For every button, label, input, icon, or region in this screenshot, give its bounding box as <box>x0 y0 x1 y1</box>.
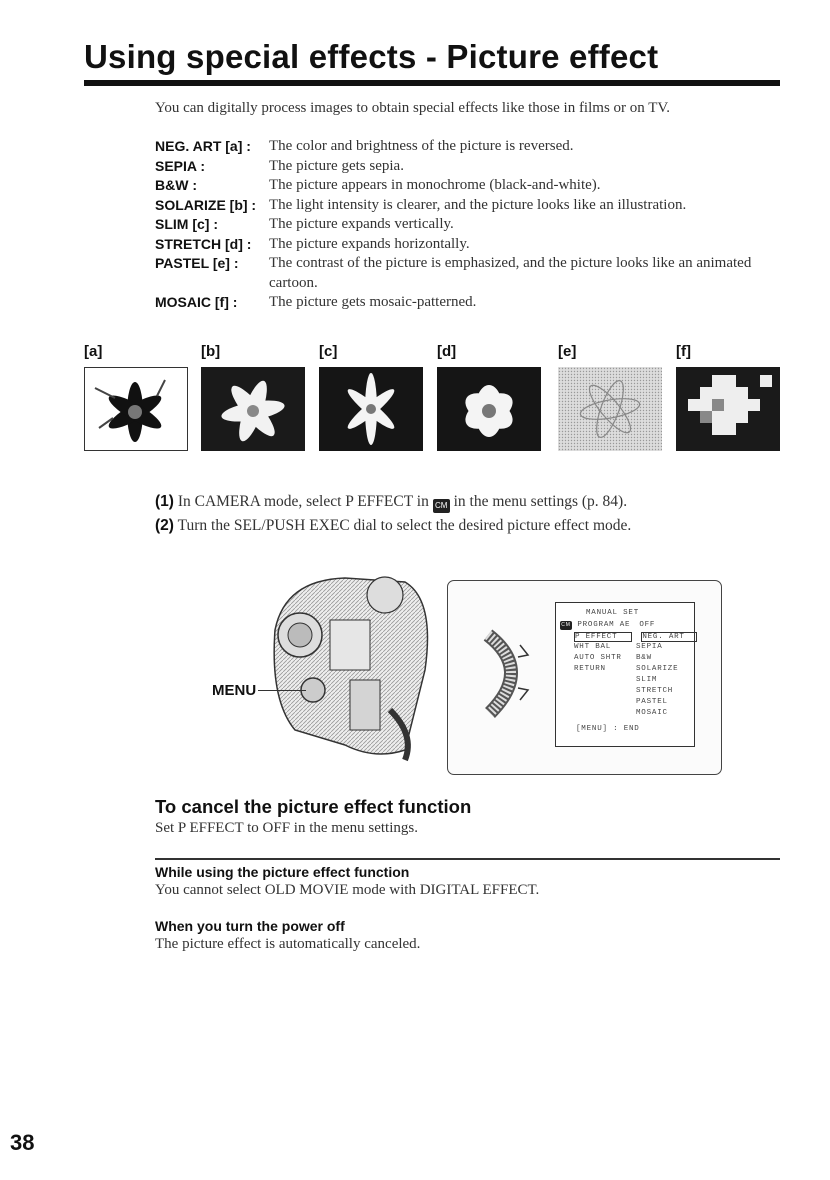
camera-menu-icon: CM <box>433 499 450 513</box>
note-divider <box>155 858 780 860</box>
lcd-row: PASTEL <box>636 698 668 706</box>
lcd-row: MOSAIC <box>636 709 668 717</box>
lcd-row: STRETCH <box>636 687 674 695</box>
intro-text: You can digitally process images to obtain special effects like those in films or on TV. <box>155 100 671 116</box>
effect-term: NEG. ART [a] : <box>155 138 251 154</box>
thumb-tag-c: [c] <box>319 343 338 360</box>
camera-menu-icon: CM <box>561 622 571 628</box>
menu-pointer-line <box>258 690 306 691</box>
effect-neg-art <box>155 137 780 157</box>
effect-solarize <box>155 196 780 216</box>
effect-bw <box>155 176 780 196</box>
thumb-tag-b: [b] <box>201 343 221 360</box>
effect-desc: The picture gets sepia. <box>269 157 404 174</box>
lcd-row: CM PROGRAM AE OFF <box>561 621 656 629</box>
step-text: in the menu settings (p. 84). <box>453 493 628 510</box>
effect-stretch <box>155 235 780 255</box>
effect-desc: The picture gets mosaic-patterned. <box>269 294 477 310</box>
effect-pastel <box>155 254 780 293</box>
step-number: (2) <box>155 517 174 534</box>
thumb-mosaic <box>676 367 780 451</box>
lcd-row: AUTO SHTR B&W <box>574 654 652 662</box>
effect-desc: The picture expands horizontally. <box>269 235 470 252</box>
lcd-row: SLIM <box>636 676 658 684</box>
lcd-row-selected: P EFFECT NEG. ART <box>574 632 697 642</box>
thumb-tag-a: [a] <box>84 343 103 360</box>
lcd-row: WHT BAL SEPIA <box>574 643 663 651</box>
step-1 <box>155 490 631 514</box>
thumb-tag-e: [e] <box>558 343 577 360</box>
effect-desc: The picture expands vertically. <box>269 216 454 232</box>
thumb-tag-d: [d] <box>437 343 457 360</box>
effect-term: STRETCH [d] : <box>155 235 252 252</box>
lcd-footer: [MENU] : END <box>576 725 640 733</box>
effect-desc: The light intensity is clearer, and the picture looks like an illustration. <box>269 196 687 213</box>
effect-desc: The color and brightness of the picture is reversed. <box>269 138 574 154</box>
note-text: You cannot select OLD MOVIE mode with DIGITAL EFFECT. <box>155 882 540 898</box>
effect-mosaic <box>155 293 780 313</box>
menu-display <box>555 602 695 747</box>
step-text: In CAMERA mode, select P EFFECT in <box>177 493 429 510</box>
lcd-header: MANUAL SET <box>586 609 640 617</box>
cancel-text: Set P EFFECT to OFF in the menu settings. <box>155 820 418 836</box>
cancel-section-title: To cancel the picture effect function <box>155 796 472 817</box>
effect-term: MOSAIC [f] : <box>155 294 238 310</box>
camcorder-illustration <box>255 560 445 765</box>
effects-list <box>155 137 780 313</box>
thumb-stretch <box>437 367 541 451</box>
thumb-pastel <box>558 367 662 451</box>
effect-slim <box>155 215 780 235</box>
effect-term: SLIM [c] : <box>155 216 218 232</box>
thumb-slim <box>319 367 423 451</box>
note-text: The picture effect is automatically canceled. <box>155 936 421 952</box>
thumb-neg-art <box>84 367 188 451</box>
effect-desc: The picture appears in monochrome (black-and-white). <box>269 177 601 193</box>
step-number: (1) <box>155 493 174 510</box>
effect-desc: The contrast of the picture is emphasized, and the picture looks like an animated cartoon. <box>269 255 752 291</box>
note-title: When you turn the power off <box>155 918 345 934</box>
effect-term: SEPIA : <box>155 157 206 174</box>
menu-button-label: MENU <box>212 682 257 699</box>
thumb-tag-f: [f] <box>676 343 691 360</box>
note-title: While using the picture effect function <box>155 864 410 880</box>
title-rule <box>84 80 780 86</box>
step-2 <box>155 514 631 538</box>
dial-illustration <box>478 625 538 720</box>
step-text: Turn the SEL/PUSH EXEC dial to select the desired picture effect mode. <box>177 517 632 534</box>
page-number: 38 <box>10 1130 35 1155</box>
thumb-solarize <box>201 367 305 451</box>
effect-term: SOLARIZE [b] : <box>155 196 257 213</box>
effect-sepia <box>155 157 780 177</box>
effect-term: PASTEL [e] : <box>155 255 239 271</box>
steps <box>155 490 631 538</box>
lcd-row: RETURN SOLARIZE <box>574 665 679 673</box>
effect-term: B&W : <box>155 177 197 193</box>
page-title: Using special effects - Picture effect <box>84 38 659 75</box>
